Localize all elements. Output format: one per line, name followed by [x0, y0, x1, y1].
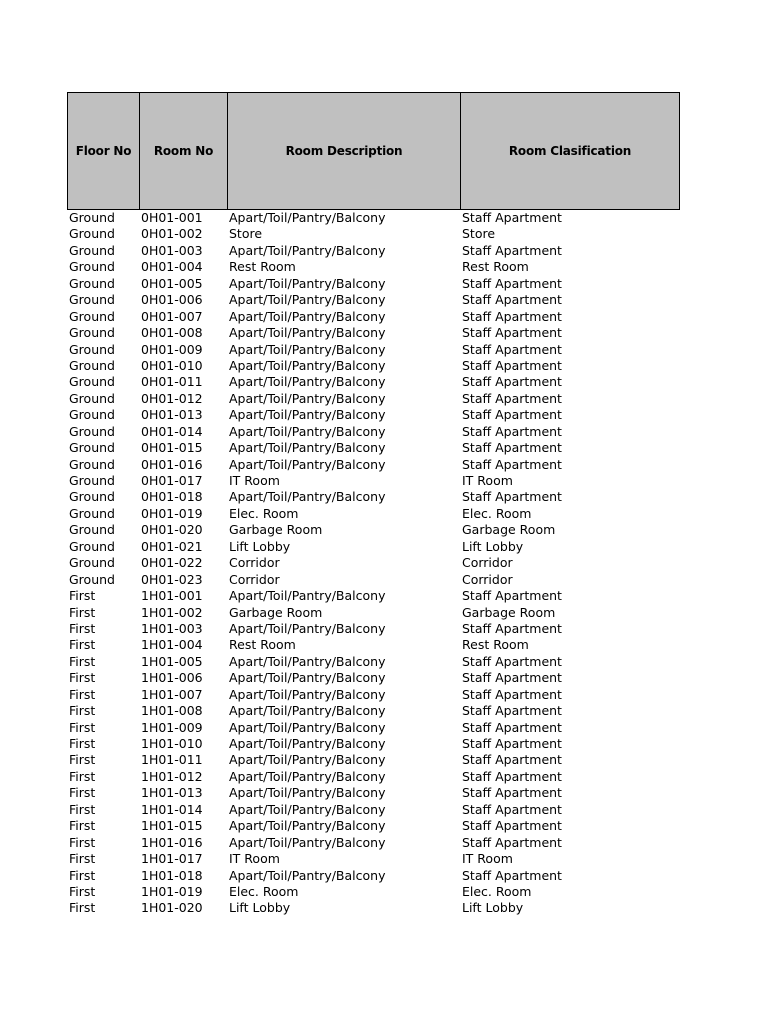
- cell-floor-no: First: [69, 900, 96, 916]
- table-row: [67, 555, 680, 571]
- cell-room-no: 1H01-014: [141, 801, 203, 817]
- cell-room-no: 0H01-004: [141, 259, 203, 275]
- cell-floor-no: Ground: [69, 210, 115, 225]
- cell-room-no: 0H01-007: [141, 308, 203, 324]
- table-row: [67, 572, 680, 588]
- cell-room-classification: Staff Apartment: [462, 736, 562, 751]
- cell-room-description: Apart/Toil/Pantry/Balcony: [229, 686, 386, 702]
- cell-floor-no: First: [69, 604, 96, 620]
- cell-room-description: IT Room: [229, 473, 280, 488]
- cell-room-classification: Garbage Room: [462, 604, 556, 620]
- table-row: [67, 243, 680, 259]
- cell-floor-no: First: [69, 670, 96, 686]
- table-row: [67, 703, 680, 719]
- cell-floor-no: First: [69, 851, 96, 867]
- cell-room-classification: Staff Apartment: [462, 670, 562, 686]
- table-row: [67, 752, 680, 768]
- cell-room-no: 0H01-005: [141, 275, 203, 291]
- table-row: [67, 424, 680, 440]
- cell-room-classification: Staff Apartment: [462, 719, 562, 735]
- cell-floor-no: Ground: [69, 571, 115, 587]
- cell-floor-no: First: [69, 588, 96, 604]
- cell-floor-no: First: [69, 801, 96, 817]
- table-row: [67, 868, 680, 884]
- cell-room-no: 0H01-012: [141, 390, 203, 406]
- cell-room-classification: Staff Apartment: [462, 818, 562, 834]
- cell-room-no: 0H01-015: [141, 440, 203, 456]
- table-row: [67, 818, 680, 834]
- cell-room-description: Rest Room: [229, 637, 296, 653]
- cell-room-description: Apart/Toil/Pantry/Balcony: [229, 670, 386, 686]
- cell-room-description: Lift Lobby: [229, 538, 291, 554]
- table-row: [67, 687, 680, 703]
- cell-room-description: Apart/Toil/Pantry/Balcony: [229, 210, 386, 225]
- cell-floor-no: Ground: [69, 522, 115, 538]
- table-row: [67, 621, 680, 637]
- cell-room-description: Elec. Room: [229, 505, 299, 521]
- cell-room-description: Apart/Toil/Pantry/Balcony: [229, 818, 386, 834]
- header-room-no: Room No: [140, 93, 228, 209]
- cell-room-description: Apart/Toil/Pantry/Balcony: [229, 703, 386, 719]
- cell-room-no: 1H01-011: [141, 752, 203, 768]
- cell-room-no: 0H01-017: [141, 473, 203, 488]
- table-row: [67, 407, 680, 423]
- cell-room-description: Apart/Toil/Pantry/Balcony: [229, 736, 386, 751]
- cell-floor-no: First: [69, 637, 96, 653]
- cell-floor-no: Ground: [69, 357, 115, 373]
- table-row: [67, 309, 680, 325]
- cell-room-description: Corridor: [229, 571, 280, 587]
- cell-floor-no: Ground: [69, 374, 115, 390]
- cell-room-classification: Staff Apartment: [462, 357, 562, 373]
- cell-floor-no: First: [69, 719, 96, 735]
- cell-room-classification: IT Room: [462, 473, 513, 488]
- cell-room-classification: Staff Apartment: [462, 867, 562, 883]
- cell-floor-no: Ground: [69, 226, 115, 242]
- cell-room-no: 0H01-020: [141, 522, 203, 538]
- cell-room-description: Apart/Toil/Pantry/Balcony: [229, 588, 386, 604]
- cell-room-classification: Staff Apartment: [462, 325, 562, 341]
- header-floor-no: Floor No: [68, 93, 140, 209]
- cell-room-description: Apart/Toil/Pantry/Balcony: [229, 308, 386, 324]
- cell-room-description: Apart/Toil/Pantry/Balcony: [229, 357, 386, 373]
- cell-room-description: Store: [229, 226, 263, 242]
- cell-room-no: 0H01-006: [141, 292, 203, 308]
- cell-room-classification: Corridor: [462, 555, 513, 571]
- cell-floor-no: Ground: [69, 325, 115, 341]
- cell-room-description: Apart/Toil/Pantry/Balcony: [229, 325, 386, 341]
- cell-room-no: 1H01-004: [141, 637, 203, 653]
- table-row: [67, 391, 680, 407]
- cell-floor-no: Ground: [69, 407, 115, 423]
- header-room-classification: Room Clasification: [508, 144, 632, 158]
- cell-floor-no: First: [69, 834, 96, 850]
- cell-room-no: 1H01-010: [141, 736, 203, 751]
- table-row: [67, 884, 680, 900]
- cell-floor-no: Ground: [69, 473, 115, 488]
- cell-room-no: 1H01-018: [141, 867, 203, 883]
- table-body: [67, 210, 680, 917]
- table-row: [67, 785, 680, 801]
- cell-room-description: Apart/Toil/Pantry/Balcony: [229, 374, 386, 390]
- cell-floor-no: Ground: [69, 489, 115, 505]
- table-row: [67, 358, 680, 374]
- table-row: [67, 210, 680, 226]
- table-row: [67, 522, 680, 538]
- cell-room-classification: Store: [462, 226, 496, 242]
- table-row: [67, 325, 680, 341]
- cell-floor-no: First: [69, 703, 96, 719]
- table-row: [67, 506, 680, 522]
- table-row: [67, 835, 680, 851]
- cell-room-classification: Staff Apartment: [462, 210, 562, 225]
- table-row: [67, 900, 680, 916]
- cell-floor-no: Ground: [69, 440, 115, 456]
- cell-room-description: IT Room: [229, 851, 280, 867]
- table-row: [67, 489, 680, 505]
- cell-room-classification: Staff Apartment: [462, 341, 562, 357]
- cell-floor-no: Ground: [69, 505, 115, 521]
- table-header-row: [67, 92, 680, 210]
- cell-room-no: 0H01-008: [141, 325, 203, 341]
- table-row: [67, 736, 680, 752]
- cell-floor-no: Ground: [69, 390, 115, 406]
- cell-room-no: 1H01-003: [141, 620, 203, 636]
- table-row: [67, 276, 680, 292]
- cell-floor-no: First: [69, 785, 96, 801]
- cell-floor-no: Ground: [69, 292, 115, 308]
- cell-room-no: 0H01-023: [141, 571, 203, 587]
- cell-room-classification: Staff Apartment: [462, 390, 562, 406]
- cell-floor-no: First: [69, 686, 96, 702]
- cell-room-no: 0H01-021: [141, 538, 203, 554]
- cell-floor-no: First: [69, 818, 96, 834]
- table-row: [67, 292, 680, 308]
- cell-room-description: Apart/Toil/Pantry/Balcony: [229, 440, 386, 456]
- cell-room-no: 0H01-022: [141, 555, 203, 571]
- cell-room-classification: Staff Apartment: [462, 686, 562, 702]
- cell-room-classification: Rest Room: [462, 259, 529, 275]
- table-row: [67, 226, 680, 242]
- table-row: [67, 605, 680, 621]
- cell-room-no: 0H01-014: [141, 423, 203, 439]
- table-row: [67, 637, 680, 653]
- cell-room-description: Garbage Room: [229, 604, 323, 620]
- cell-room-no: 0H01-003: [141, 242, 203, 258]
- cell-room-classification: IT Room: [462, 851, 513, 867]
- table-row: [67, 259, 680, 275]
- cell-room-description: Apart/Toil/Pantry/Balcony: [229, 801, 386, 817]
- cell-room-classification: Staff Apartment: [462, 834, 562, 850]
- cell-room-no: 0H01-001: [141, 210, 203, 225]
- cell-room-classification: Staff Apartment: [462, 275, 562, 291]
- cell-room-classification: Staff Apartment: [462, 242, 562, 258]
- cell-floor-no: First: [69, 867, 96, 883]
- table-row: [67, 654, 680, 670]
- table-row: [67, 802, 680, 818]
- cell-room-classification: Staff Apartment: [462, 423, 562, 439]
- cell-floor-no: Ground: [69, 456, 115, 472]
- cell-room-classification: Staff Apartment: [462, 785, 562, 801]
- cell-room-description: Elec. Room: [229, 883, 299, 899]
- cell-room-no: 0H01-010: [141, 357, 203, 373]
- cell-room-classification: Staff Apartment: [462, 768, 562, 784]
- cell-room-no: 1H01-019: [141, 883, 203, 899]
- cell-room-no: 0H01-013: [141, 407, 203, 423]
- cell-room-description: Corridor: [229, 555, 280, 571]
- cell-room-classification: Staff Apartment: [462, 801, 562, 817]
- table-row: [67, 374, 680, 390]
- cell-room-description: Apart/Toil/Pantry/Balcony: [229, 407, 386, 423]
- cell-room-classification: Staff Apartment: [462, 588, 562, 604]
- cell-floor-no: Ground: [69, 275, 115, 291]
- cell-room-description: Apart/Toil/Pantry/Balcony: [229, 752, 386, 768]
- cell-room-classification: Staff Apartment: [462, 440, 562, 456]
- cell-room-description: Apart/Toil/Pantry/Balcony: [229, 768, 386, 784]
- cell-room-classification: Staff Apartment: [462, 308, 562, 324]
- cell-room-no: 1H01-012: [141, 768, 203, 784]
- cell-room-description: Apart/Toil/Pantry/Balcony: [229, 834, 386, 850]
- cell-floor-no: Ground: [69, 538, 115, 554]
- cell-floor-no: First: [69, 768, 96, 784]
- cell-room-description: Apart/Toil/Pantry/Balcony: [229, 653, 386, 669]
- cell-room-classification: Staff Apartment: [462, 489, 562, 505]
- cell-room-description: Apart/Toil/Pantry/Balcony: [229, 292, 386, 308]
- cell-room-no: 0H01-009: [141, 341, 203, 357]
- table-row: [67, 670, 680, 686]
- cell-room-no: 1H01-008: [141, 703, 203, 719]
- header-room-description: Room Description: [228, 93, 461, 209]
- table-row: [67, 851, 680, 867]
- cell-room-classification: Staff Apartment: [462, 292, 562, 308]
- cell-room-no: 1H01-005: [141, 653, 203, 669]
- cell-room-classification: Garbage Room: [462, 522, 556, 538]
- cell-room-classification: Staff Apartment: [462, 620, 562, 636]
- cell-room-description: Apart/Toil/Pantry/Balcony: [229, 275, 386, 291]
- cell-floor-no: First: [69, 736, 96, 751]
- cell-room-description: Apart/Toil/Pantry/Balcony: [229, 489, 386, 505]
- cell-room-description: Apart/Toil/Pantry/Balcony: [229, 456, 386, 472]
- cell-floor-no: Ground: [69, 308, 115, 324]
- cell-room-classification: Lift Lobby: [462, 538, 524, 554]
- cell-floor-no: First: [69, 620, 96, 636]
- cell-room-classification: Staff Apartment: [462, 456, 562, 472]
- cell-room-no: 0H01-019: [141, 505, 203, 521]
- cell-floor-no: Ground: [69, 259, 115, 275]
- cell-room-description: Garbage Room: [229, 522, 323, 538]
- cell-floor-no: Ground: [69, 423, 115, 439]
- cell-room-classification: Rest Room: [462, 637, 529, 653]
- cell-room-no: 1H01-013: [141, 785, 203, 801]
- cell-room-classification: Staff Apartment: [462, 407, 562, 423]
- cell-room-description: Apart/Toil/Pantry/Balcony: [229, 242, 386, 258]
- cell-room-classification: Elec. Room: [462, 883, 532, 899]
- cell-room-description: Rest Room: [229, 259, 296, 275]
- table-row: [67, 769, 680, 785]
- cell-room-description: Apart/Toil/Pantry/Balcony: [229, 390, 386, 406]
- table-row: [67, 720, 680, 736]
- table-row: [67, 588, 680, 604]
- cell-room-no: 1H01-009: [141, 719, 203, 735]
- cell-room-no: 0H01-018: [141, 489, 203, 505]
- cell-room-no: 0H01-002: [141, 226, 203, 242]
- cell-room-no: 1H01-007: [141, 686, 203, 702]
- cell-room-description: Apart/Toil/Pantry/Balcony: [229, 341, 386, 357]
- cell-floor-no: First: [69, 883, 96, 899]
- cell-room-classification: Staff Apartment: [462, 703, 562, 719]
- cell-room-description: Apart/Toil/Pantry/Balcony: [229, 620, 386, 636]
- cell-floor-no: Ground: [69, 341, 115, 357]
- cell-room-classification: Corridor: [462, 571, 513, 587]
- cell-room-classification: Lift Lobby: [462, 900, 524, 916]
- cell-room-description: Apart/Toil/Pantry/Balcony: [229, 867, 386, 883]
- cell-room-no: 1H01-006: [141, 670, 203, 686]
- cell-room-classification: Staff Apartment: [462, 752, 562, 768]
- cell-room-no: 1H01-002: [141, 604, 203, 620]
- cell-room-classification: Staff Apartment: [462, 374, 562, 390]
- cell-room-description: Apart/Toil/Pantry/Balcony: [229, 785, 386, 801]
- cell-room-no: 0H01-011: [141, 374, 203, 390]
- cell-floor-no: First: [69, 752, 96, 768]
- cell-floor-no: Ground: [69, 555, 115, 571]
- cell-room-description: Apart/Toil/Pantry/Balcony: [229, 423, 386, 439]
- cell-room-no: 1H01-020: [141, 900, 203, 916]
- table-row: [67, 440, 680, 456]
- cell-room-no: 1H01-016: [141, 834, 203, 850]
- room-schedule-table: [67, 92, 680, 917]
- cell-room-no: 1H01-015: [141, 818, 203, 834]
- cell-floor-no: First: [69, 653, 96, 669]
- cell-floor-no: Ground: [69, 242, 115, 258]
- cell-room-classification: Staff Apartment: [462, 653, 562, 669]
- cell-room-no: 0H01-016: [141, 456, 203, 472]
- table-row: [67, 539, 680, 555]
- table-row: [67, 457, 680, 473]
- cell-room-description: Apart/Toil/Pantry/Balcony: [229, 719, 386, 735]
- cell-room-no: 1H01-017: [141, 851, 203, 867]
- table-row: [67, 473, 680, 489]
- table-row: [67, 342, 680, 358]
- cell-room-description: Lift Lobby: [229, 900, 291, 916]
- cell-room-classification: Elec. Room: [462, 505, 532, 521]
- cell-room-no: 1H01-001: [141, 588, 203, 604]
